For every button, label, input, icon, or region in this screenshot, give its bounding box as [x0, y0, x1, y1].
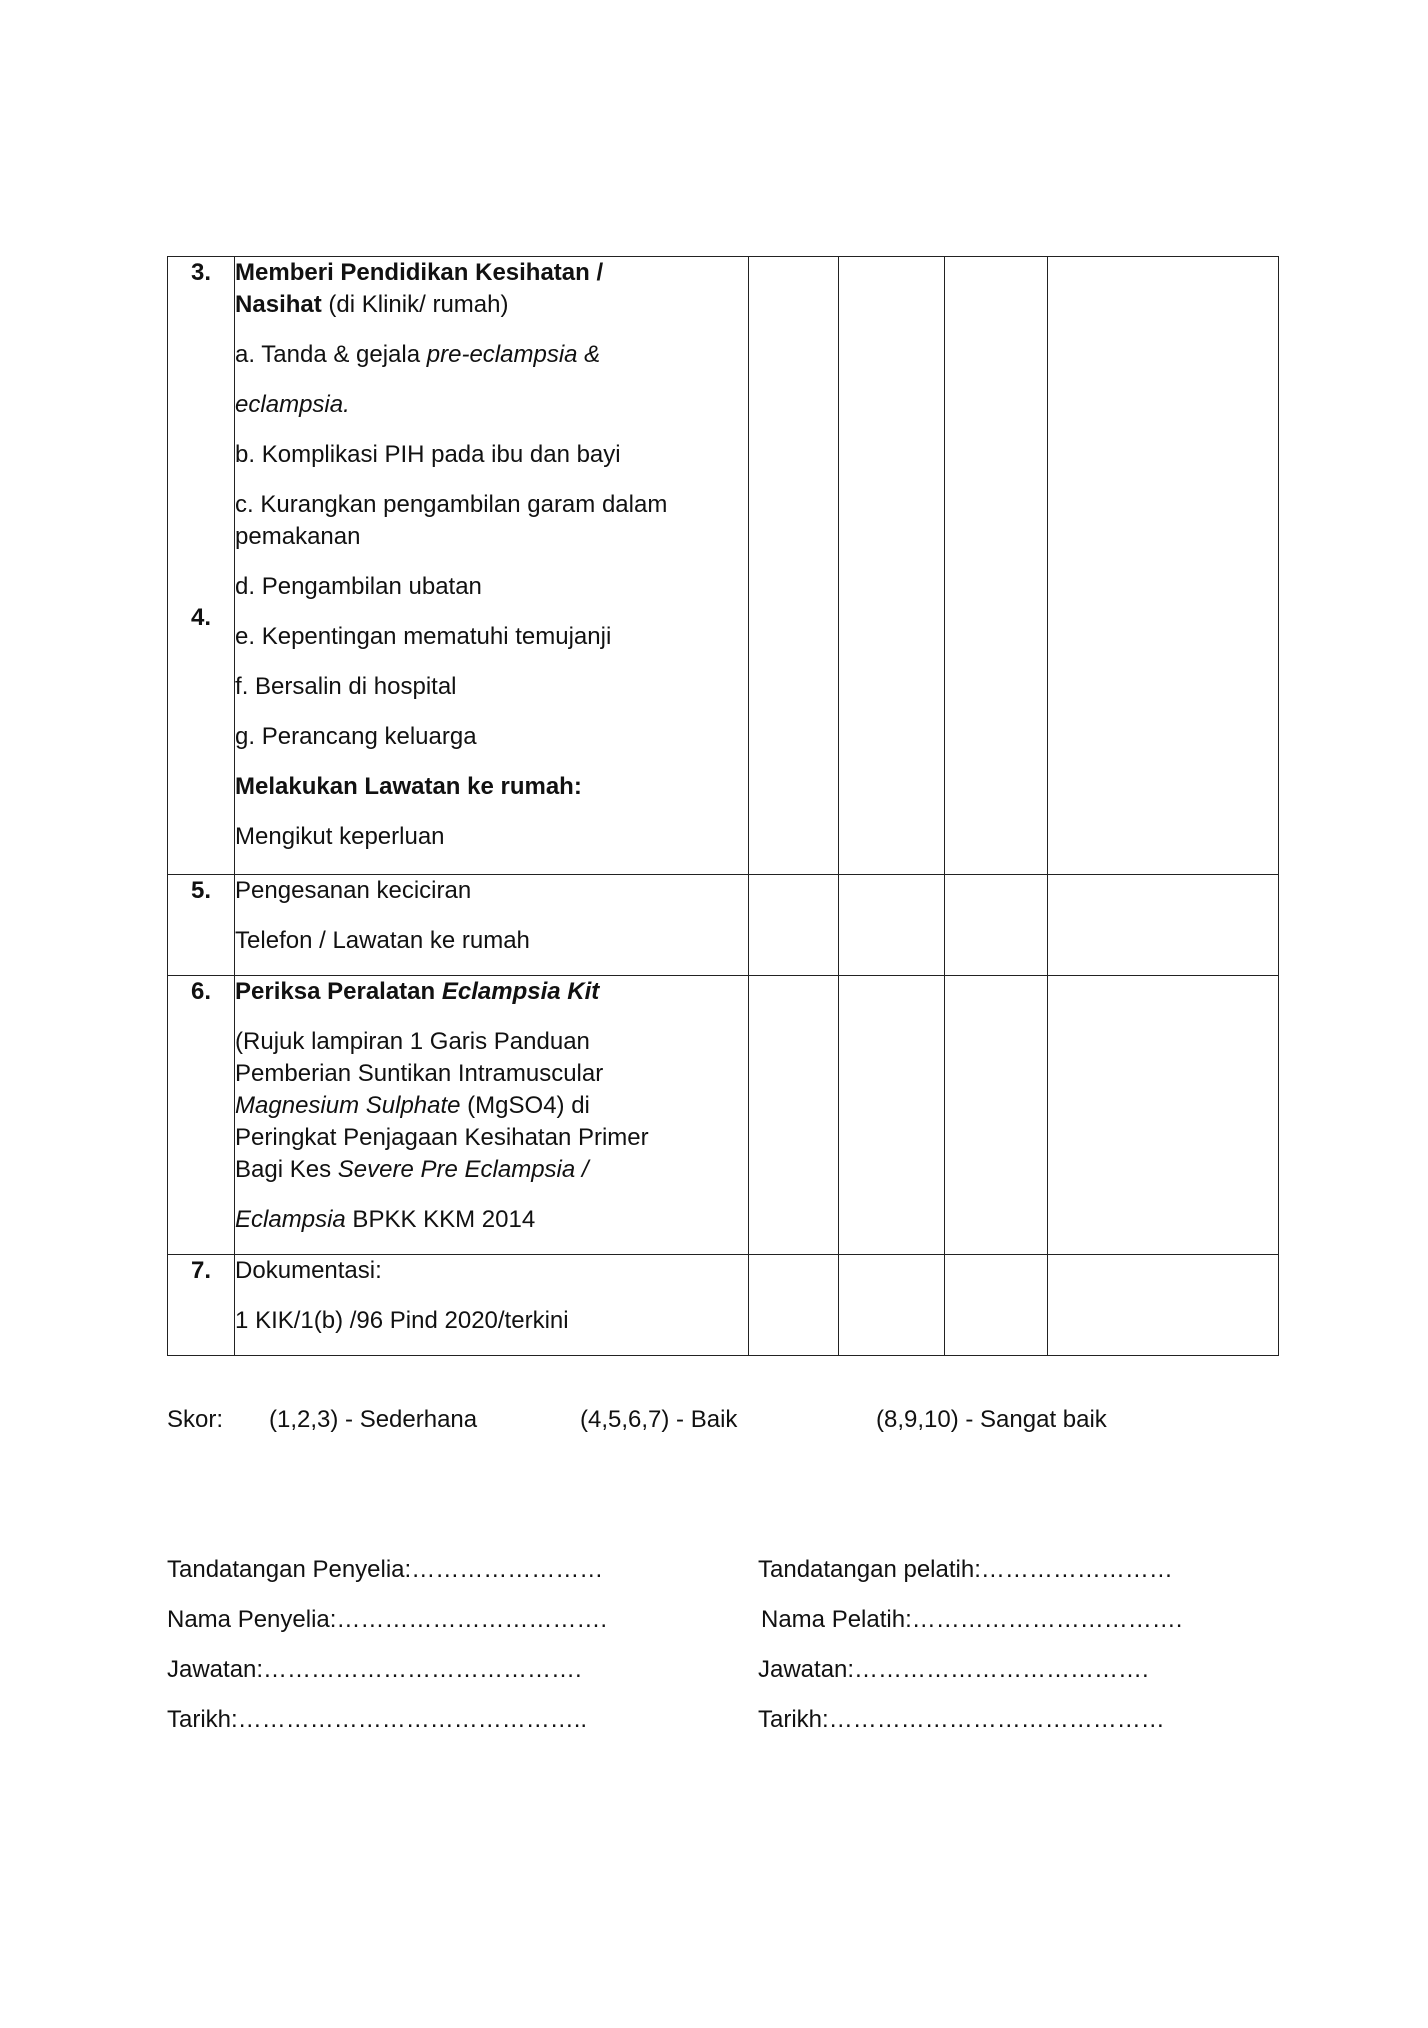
checklist-table	[167, 256, 1279, 1356]
item-6-line-1: (Rujuk lampiran 1 Garis Panduan	[235, 1028, 590, 1055]
score-cell[interactable]	[748, 875, 838, 976]
row-number-cell	[168, 976, 235, 1255]
row-description-cell	[235, 976, 748, 1255]
table-row	[168, 1255, 1279, 1356]
score-cell[interactable]	[944, 875, 1047, 976]
row-number-3: 3.	[191, 259, 212, 286]
item-title-line-2	[235, 289, 747, 321]
supervisor-position-field[interactable]: Jawatan:………………………………….	[167, 1656, 582, 1683]
item-title	[235, 257, 747, 289]
supervisor-date-field[interactable]: Tarikh:……………………………………..	[167, 1706, 588, 1733]
item-6-title	[235, 976, 747, 1008]
item-6-line-3	[235, 1090, 747, 1122]
item-6-line-6-italic: Eclampsia	[235, 1206, 346, 1233]
remarks-cell[interactable]	[1047, 257, 1278, 875]
subitem-c-cont: pemakanan	[235, 523, 361, 550]
trainee-signature-field[interactable]: Tandatangan pelatih:……………………	[758, 1556, 1173, 1583]
remarks-cell[interactable]	[1047, 976, 1278, 1255]
score-cell[interactable]	[838, 875, 944, 976]
subitem-a-italic: pre-eclampsia &	[426, 341, 601, 368]
score-cell[interactable]	[748, 976, 838, 1255]
item-4-line: Mengikut keperluan	[235, 823, 445, 850]
score-cell[interactable]	[838, 257, 944, 875]
item-6-title-bold: Periksa Peralatan	[235, 978, 442, 1005]
score-cell[interactable]	[748, 1255, 838, 1356]
item-title-line-1: Memberi Pendidikan Kesihatan /	[235, 259, 604, 286]
table-row	[168, 976, 1279, 1255]
row-number-cell	[168, 1255, 235, 1356]
item-6-line-3-rest: (MgSO4) di	[460, 1092, 590, 1119]
score-cell[interactable]	[838, 976, 944, 1255]
subitem-e: e. Kepentingan mematuhi temujanji	[235, 623, 612, 650]
item-6-line-4: Peringkat Penjagaan Kesihatan Primer	[235, 1124, 649, 1151]
row-number-6: 6.	[191, 978, 212, 1005]
item-7-line-2: 1 KIK/1(b) /96 Pind 2020/terkini	[235, 1307, 569, 1334]
subitem-a-cont: eclampsia.	[235, 391, 350, 418]
item-4-title: Melakukan Lawatan ke rumah:	[235, 773, 582, 800]
row-number-4: 4.	[191, 604, 212, 631]
item-6-title-bold-italic: Eclampsia Kit	[441, 978, 600, 1005]
score-cell[interactable]	[838, 1255, 944, 1356]
item-6-line-5	[235, 1154, 747, 1186]
score-cell[interactable]	[944, 976, 1047, 1255]
score-cell[interactable]	[944, 257, 1047, 875]
remarks-cell[interactable]	[1047, 1255, 1278, 1356]
item-5-line-2: Telefon / Lawatan ke rumah	[235, 927, 530, 954]
table-row	[168, 875, 1279, 976]
subitem-c: c. Kurangkan pengambilan garam dalam	[235, 491, 668, 518]
supervisor-name-field[interactable]: Nama Penyelia:…………………………….	[167, 1606, 608, 1633]
row-number-7: 7.	[191, 1257, 212, 1284]
score-label: Skor:	[167, 1406, 224, 1433]
table-row	[168, 257, 1279, 875]
row-description-cell	[235, 1255, 748, 1356]
subitem-a-text: a. Tanda & gejala	[235, 341, 427, 368]
score-sederhana: (1,2,3) - Sederhana	[269, 1406, 478, 1433]
row-description-cell	[235, 257, 748, 875]
row-number-5: 5.	[191, 877, 212, 904]
item-title-bold: Nasihat	[235, 291, 322, 318]
trainee-date-field[interactable]: Tarikh:……………………………………	[758, 1706, 1165, 1733]
item-6-line-5-italic: Severe Pre Eclampsia /	[337, 1156, 589, 1183]
score-sangat-baik: (8,9,10) - Sangat baik	[876, 1406, 1107, 1433]
item-6-line-2: Pemberian Suntikan Intramuscular	[235, 1060, 604, 1087]
item-6-line-3-italic: Magnesium Sulphate	[235, 1092, 461, 1119]
row-description-cell	[235, 875, 748, 976]
score-cell[interactable]	[944, 1255, 1047, 1356]
item-7-line-1: Dokumentasi:	[235, 1257, 382, 1284]
subitem-a	[235, 339, 747, 371]
supervisor-signature-field[interactable]: Tandatangan Penyelia:……………………	[167, 1556, 604, 1583]
remarks-cell[interactable]	[1047, 875, 1278, 976]
item-6-line-5-prefix: Bagi Kes	[235, 1156, 338, 1183]
subitem-f: f. Bersalin di hospital	[235, 673, 457, 700]
trainee-name-field[interactable]: Nama Pelatih:…………………………….	[761, 1606, 1183, 1633]
item-6-line-6	[235, 1204, 747, 1236]
trainee-position-field[interactable]: Jawatan:……………………………….	[758, 1656, 1149, 1683]
subitem-b: b. Komplikasi PIH pada ibu dan bayi	[235, 441, 621, 468]
score-cell[interactable]	[748, 257, 838, 875]
score-baik: (4,5,6,7) - Baik	[580, 1406, 738, 1433]
item-title-rest: (di Klinik/ rumah)	[321, 291, 509, 318]
subitem-g: g. Perancang keluarga	[235, 723, 477, 750]
row-number-cell	[168, 875, 235, 976]
item-5-line-1: Pengesanan keciciran	[235, 877, 472, 904]
item-6-line-6-rest: BPKK KKM 2014	[345, 1206, 536, 1233]
subitem-d: d. Pengambilan ubatan	[235, 573, 482, 600]
row-number-cell	[168, 257, 235, 875]
